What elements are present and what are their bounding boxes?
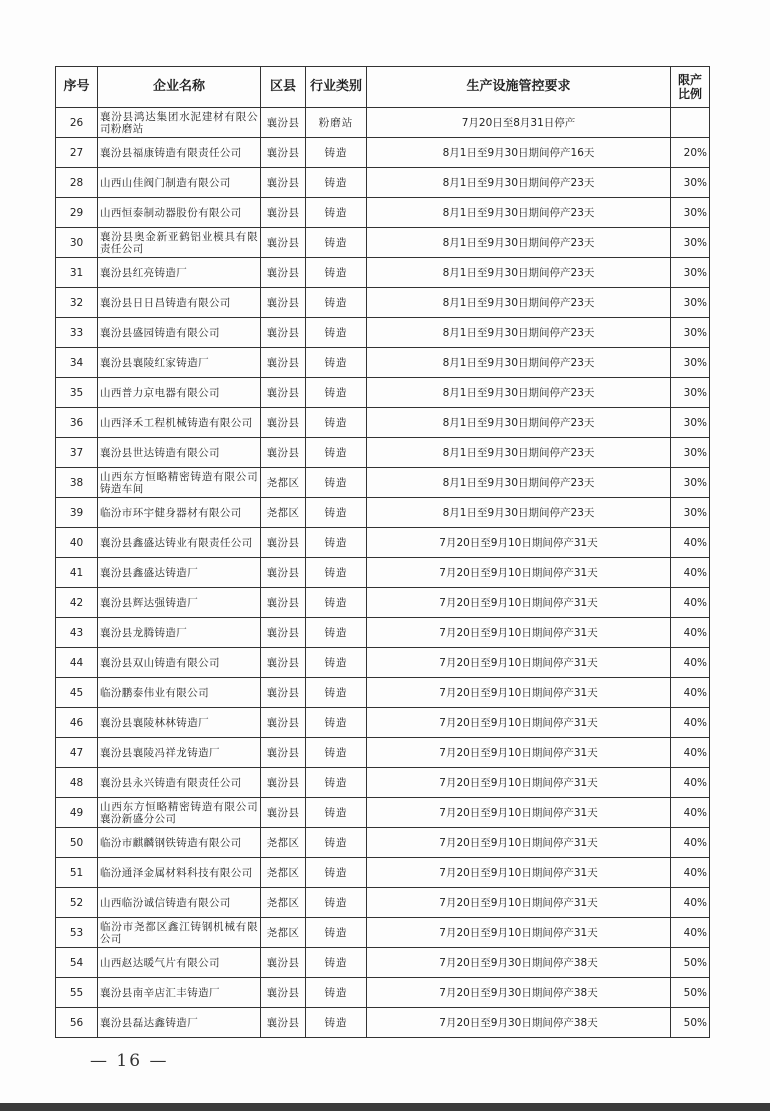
table-row: [56, 948, 710, 978]
header-district: 区县: [261, 67, 306, 108]
cell-requirement: 8月1日至9月30日期间停产23天: [367, 198, 671, 228]
cell-ratio: 40%: [671, 828, 710, 858]
cell-no: 41: [56, 558, 98, 588]
table-row: [56, 438, 710, 468]
cell-ratio: 40%: [671, 738, 710, 768]
cell-industry: 铸造: [306, 918, 367, 948]
cell-name: 襄汾县双山铸造有限公司: [98, 648, 261, 678]
cell-requirement: 7月20日至9月10日期间停产31天: [367, 558, 671, 588]
cell-district: 襄汾县: [261, 198, 306, 228]
cell-industry: 铸造: [306, 948, 367, 978]
cell-name: 襄汾县鸿达集团水泥建材有限公司粉磨站: [98, 108, 261, 138]
table-row: [56, 768, 710, 798]
cell-no: 35: [56, 378, 98, 408]
cell-industry: 铸造: [306, 228, 367, 258]
cell-requirement: 7月20日至9月10日期间停产31天: [367, 738, 671, 768]
cell-industry: 铸造: [306, 798, 367, 828]
header-name: 企业名称: [98, 67, 261, 108]
cell-district: 襄汾县: [261, 228, 306, 258]
table-row: [56, 228, 710, 258]
cell-district: 襄汾县: [261, 378, 306, 408]
cell-no: 51: [56, 858, 98, 888]
cell-name: 临汾市麒麟钢铁铸造有限公司: [98, 828, 261, 858]
cell-no: 27: [56, 138, 98, 168]
cell-name: 襄汾县永兴铸造有限责任公司: [98, 768, 261, 798]
cell-requirement: 8月1日至9月30日期间停产23天: [367, 288, 671, 318]
cell-no: 34: [56, 348, 98, 378]
table-row: [56, 288, 710, 318]
table-row: [56, 618, 710, 648]
cell-ratio: 40%: [671, 678, 710, 708]
cell-no: 44: [56, 648, 98, 678]
cell-requirement: 7月20日至9月10日期间停产31天: [367, 828, 671, 858]
cell-requirement: 8月1日至9月30日期间停产23天: [367, 408, 671, 438]
cell-district: 襄汾县: [261, 318, 306, 348]
cell-name: 山西临汾诚信铸造有限公司: [98, 888, 261, 918]
page-number: — 16 —: [90, 1051, 169, 1071]
cell-requirement: 8月1日至9月30日期间停产23天: [367, 258, 671, 288]
cell-requirement: 8月1日至9月30日期间停产23天: [367, 348, 671, 378]
cell-no: 36: [56, 408, 98, 438]
cell-ratio: 30%: [671, 348, 710, 378]
cell-no: 31: [56, 258, 98, 288]
cell-district: 尧都区: [261, 468, 306, 498]
cell-ratio: 40%: [671, 708, 710, 738]
table-row: [56, 738, 710, 768]
cell-district: 襄汾县: [261, 288, 306, 318]
cell-industry: 铸造: [306, 738, 367, 768]
table-row: [56, 378, 710, 408]
cell-district: 尧都区: [261, 888, 306, 918]
cell-name: 襄汾县鑫盛达铸业有限责任公司: [98, 528, 261, 558]
cell-no: 38: [56, 468, 98, 498]
cell-ratio: 30%: [671, 258, 710, 288]
cell-no: 49: [56, 798, 98, 828]
cell-district: 尧都区: [261, 828, 306, 858]
header-ratio-line1: 限产: [677, 73, 702, 87]
table-row: [56, 348, 710, 378]
table-row: [56, 978, 710, 1008]
table-row: [56, 798, 710, 828]
cell-no: 29: [56, 198, 98, 228]
cell-name: 山西东方恒略精密铸造有限公司铸造车间: [98, 468, 261, 498]
cell-requirement: 7月20日至9月10日期间停产31天: [367, 918, 671, 948]
cell-district: 尧都区: [261, 918, 306, 948]
cell-no: 50: [56, 828, 98, 858]
cell-district: 襄汾县: [261, 108, 306, 138]
cell-ratio: 30%: [671, 288, 710, 318]
cell-district: 襄汾县: [261, 978, 306, 1008]
table-row: [56, 198, 710, 228]
table-row: [56, 498, 710, 528]
header-no: 序号: [56, 67, 98, 108]
cell-industry: 铸造: [306, 318, 367, 348]
cell-ratio: 40%: [671, 768, 710, 798]
cell-name: 襄汾县辉达强铸造厂: [98, 588, 261, 618]
cell-ratio: 40%: [671, 888, 710, 918]
cell-name: 襄汾县福康铸造有限责任公司: [98, 138, 261, 168]
cell-district: 襄汾县: [261, 348, 306, 378]
cell-requirement: 8月1日至9月30日期间停产23天: [367, 228, 671, 258]
cell-requirement: 7月20日至9月10日期间停产31天: [367, 588, 671, 618]
header-requirement: 生产设施管控要求: [367, 67, 671, 108]
table-row: [56, 138, 710, 168]
table-row: [56, 888, 710, 918]
cell-district: 尧都区: [261, 498, 306, 528]
cell-ratio: 40%: [671, 528, 710, 558]
cell-requirement: 7月20日至8月31日停产: [367, 108, 671, 138]
cell-name: 襄汾县襄陵林林铸造厂: [98, 708, 261, 738]
cell-no: 55: [56, 978, 98, 1008]
cell-name: 襄汾县鑫盛达铸造厂: [98, 558, 261, 588]
cell-ratio: 40%: [671, 588, 710, 618]
cell-ratio: 50%: [671, 978, 710, 1008]
cell-district: 襄汾县: [261, 588, 306, 618]
cell-requirement: 8月1日至9月30日期间停产23天: [367, 468, 671, 498]
cell-district: 襄汾县: [261, 768, 306, 798]
cell-industry: 铸造: [306, 768, 367, 798]
cell-no: 28: [56, 168, 98, 198]
cell-name: 山西东方恒略精密铸造有限公司襄汾新盛分公司: [98, 798, 261, 828]
cell-industry: 铸造: [306, 468, 367, 498]
cell-industry: 铸造: [306, 498, 367, 528]
table-row: [56, 1008, 710, 1038]
cell-name: 襄汾县襄陵红家铸造厂: [98, 348, 261, 378]
cell-ratio: 30%: [671, 198, 710, 228]
cell-requirement: 8月1日至9月30日期间停产23天: [367, 378, 671, 408]
cell-requirement: 8月1日至9月30日期间停产16天: [367, 138, 671, 168]
cell-ratio: 40%: [671, 918, 710, 948]
table-row: [56, 468, 710, 498]
enterprise-table: [55, 66, 710, 1038]
cell-requirement: 8月1日至9月30日期间停产23天: [367, 318, 671, 348]
cell-requirement: 7月20日至9月30日期间停产38天: [367, 948, 671, 978]
cell-industry: 铸造: [306, 408, 367, 438]
table-header: [56, 67, 710, 108]
table-row: [56, 918, 710, 948]
cell-no: 43: [56, 618, 98, 648]
cell-requirement: 8月1日至9月30日期间停产23天: [367, 168, 671, 198]
cell-industry: 铸造: [306, 708, 367, 738]
cell-requirement: 7月20日至9月10日期间停产31天: [367, 858, 671, 888]
table-body: [56, 108, 710, 1038]
cell-industry: 铸造: [306, 198, 367, 228]
cell-requirement: 7月20日至9月10日期间停产31天: [367, 618, 671, 648]
cell-name: 山西恒泰制动器股份有限公司: [98, 198, 261, 228]
cell-requirement: 7月20日至9月10日期间停产31天: [367, 708, 671, 738]
cell-requirement: 7月20日至9月10日期间停产31天: [367, 768, 671, 798]
table-row: [56, 678, 710, 708]
cell-industry: 铸造: [306, 588, 367, 618]
cell-district: 襄汾县: [261, 258, 306, 288]
cell-industry: 铸造: [306, 558, 367, 588]
table-row: [56, 528, 710, 558]
cell-no: 42: [56, 588, 98, 618]
cell-name: 襄汾县南辛店汇丰铸造厂: [98, 978, 261, 1008]
cell-no: 32: [56, 288, 98, 318]
cell-no: 26: [56, 108, 98, 138]
cell-ratio: 20%: [671, 138, 710, 168]
cell-no: 46: [56, 708, 98, 738]
cell-ratio: 30%: [671, 168, 710, 198]
cell-industry: 铸造: [306, 978, 367, 1008]
table-row: [56, 168, 710, 198]
table-row: [56, 258, 710, 288]
cell-name: 山西泽禾工程机械铸造有限公司: [98, 408, 261, 438]
cell-district: 襄汾县: [261, 168, 306, 198]
cell-industry: 铸造: [306, 828, 367, 858]
cell-requirement: 7月20日至9月10日期间停产31天: [367, 648, 671, 678]
cell-name: 山西赵达暖气片有限公司: [98, 948, 261, 978]
cell-no: 30: [56, 228, 98, 258]
cell-requirement: 7月20日至9月10日期间停产31天: [367, 528, 671, 558]
header-ratio: [671, 67, 710, 108]
cell-district: 襄汾县: [261, 528, 306, 558]
cell-ratio: 40%: [671, 798, 710, 828]
cell-district: 襄汾县: [261, 798, 306, 828]
table-row: [56, 708, 710, 738]
cell-ratio: 30%: [671, 228, 710, 258]
cell-no: 40: [56, 528, 98, 558]
cell-name: 襄汾县世达铸造有限公司: [98, 438, 261, 468]
cell-requirement: 7月20日至9月10日期间停产31天: [367, 798, 671, 828]
cell-name: 临汾鹏泰伟业有限公司: [98, 678, 261, 708]
cell-name: 山西山佳阀门制造有限公司: [98, 168, 261, 198]
cell-district: 襄汾县: [261, 708, 306, 738]
cell-requirement: 7月20日至9月30日期间停产38天: [367, 1008, 671, 1038]
cell-industry: 铸造: [306, 438, 367, 468]
table-row: [56, 108, 710, 138]
cell-ratio: 40%: [671, 858, 710, 888]
cell-industry: 铸造: [306, 288, 367, 318]
cell-name: 襄汾县盛园铸造有限公司: [98, 318, 261, 348]
cell-industry: 铸造: [306, 528, 367, 558]
cell-industry: 铸造: [306, 378, 367, 408]
cell-district: 襄汾县: [261, 138, 306, 168]
cell-no: 52: [56, 888, 98, 918]
scan-bottom-edge: [0, 1103, 770, 1111]
cell-ratio: 50%: [671, 948, 710, 978]
cell-no: 39: [56, 498, 98, 528]
table-row: [56, 318, 710, 348]
cell-name: 临汾市尧都区鑫江铸钢机械有限公司: [98, 918, 261, 948]
cell-ratio: 40%: [671, 618, 710, 648]
cell-district: 襄汾县: [261, 618, 306, 648]
cell-requirement: 7月20日至9月10日期间停产31天: [367, 678, 671, 708]
cell-no: 54: [56, 948, 98, 978]
cell-ratio: 30%: [671, 318, 710, 348]
cell-ratio: [671, 108, 710, 138]
header-row: [56, 67, 710, 108]
cell-district: 襄汾县: [261, 738, 306, 768]
cell-industry: 铸造: [306, 258, 367, 288]
table-row: [56, 648, 710, 678]
cell-name: 襄汾县奥金新亚鹤铝业模具有限责任公司: [98, 228, 261, 258]
table-row: [56, 588, 710, 618]
cell-name: 临汾通泽金属材料科技有限公司: [98, 858, 261, 888]
cell-no: 56: [56, 1008, 98, 1038]
cell-no: 37: [56, 438, 98, 468]
cell-district: 襄汾县: [261, 648, 306, 678]
cell-ratio: 30%: [671, 438, 710, 468]
cell-ratio: 30%: [671, 378, 710, 408]
cell-district: 襄汾县: [261, 558, 306, 588]
cell-name: 山西普力京电器有限公司: [98, 378, 261, 408]
cell-ratio: 30%: [671, 468, 710, 498]
cell-industry: 铸造: [306, 168, 367, 198]
cell-district: 襄汾县: [261, 948, 306, 978]
cell-industry: 铸造: [306, 1008, 367, 1038]
cell-no: 33: [56, 318, 98, 348]
cell-name: 襄汾县襄陵冯祥龙铸造厂: [98, 738, 261, 768]
cell-requirement: 8月1日至9月30日期间停产23天: [367, 498, 671, 528]
cell-industry: 铸造: [306, 618, 367, 648]
cell-industry: 铸造: [306, 648, 367, 678]
cell-name: 襄汾县磊达鑫铸造厂: [98, 1008, 261, 1038]
table-row: [56, 558, 710, 588]
cell-ratio: 30%: [671, 408, 710, 438]
cell-industry: 铸造: [306, 888, 367, 918]
cell-no: 48: [56, 768, 98, 798]
cell-ratio: 50%: [671, 1008, 710, 1038]
table-row: [56, 408, 710, 438]
header-industry: 行业类别: [306, 67, 367, 108]
cell-district: 襄汾县: [261, 1008, 306, 1038]
cell-requirement: 8月1日至9月30日期间停产23天: [367, 438, 671, 468]
cell-industry: 铸造: [306, 678, 367, 708]
cell-requirement: 7月20日至9月30日期间停产38天: [367, 978, 671, 1008]
cell-industry: 铸造: [306, 858, 367, 888]
cell-name: 临汾市环宇健身器材有限公司: [98, 498, 261, 528]
cell-industry: 粉磨站: [306, 108, 367, 138]
cell-requirement: 7月20日至9月10日期间停产31天: [367, 888, 671, 918]
cell-district: 襄汾县: [261, 408, 306, 438]
cell-district: 襄汾县: [261, 438, 306, 468]
cell-industry: 铸造: [306, 348, 367, 378]
cell-name: 襄汾县红亮铸造厂: [98, 258, 261, 288]
cell-industry: 铸造: [306, 138, 367, 168]
cell-name: 襄汾县日日昌铸造有限公司: [98, 288, 261, 318]
cell-name: 襄汾县龙腾铸造厂: [98, 618, 261, 648]
cell-no: 47: [56, 738, 98, 768]
cell-no: 53: [56, 918, 98, 948]
cell-district: 尧都区: [261, 858, 306, 888]
cell-no: 45: [56, 678, 98, 708]
cell-ratio: 30%: [671, 498, 710, 528]
cell-ratio: 40%: [671, 648, 710, 678]
table-row: [56, 858, 710, 888]
header-ratio-line2: 比例: [677, 87, 702, 101]
cell-district: 襄汾县: [261, 678, 306, 708]
table-row: [56, 828, 710, 858]
cell-ratio: 40%: [671, 558, 710, 588]
